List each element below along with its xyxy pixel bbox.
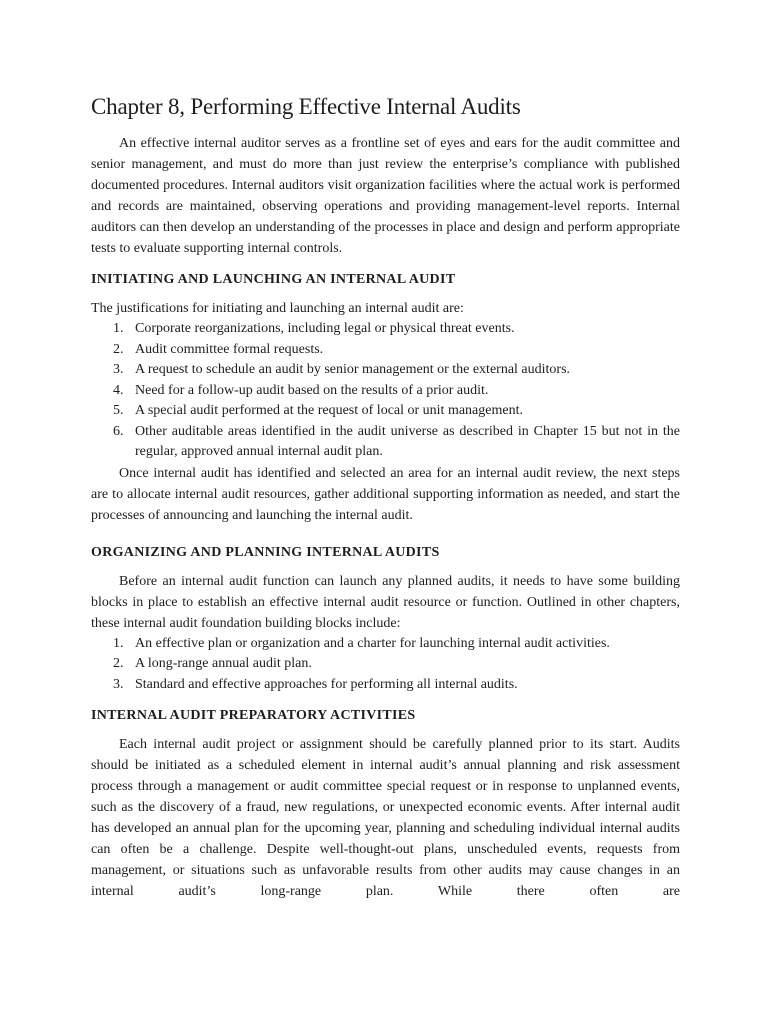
list-item bbox=[91, 422, 680, 463]
list-item bbox=[91, 381, 680, 402]
list-item-text: Corporate reorganizations, including legal or physical threat events. bbox=[135, 321, 515, 336]
list-item bbox=[91, 401, 680, 422]
section3-body-paragraph: Each internal audit project or assignment should be carefully planned prior to its start. Audits should be initiated as a scheduled element in internal audit’s annual planning and risk assessment process through a management or audit committee special request or in response to unplanned events, such as the discovery of a fraud, new regulations, or unexpected economic events. After internal audit has developed an annual plan for the upcoming year, planning and scheduling individual internal audits can often be a challenge. Despite well-thought-out plans, unscheduled events, requests from management, or situations such as unfavorable results from other audits may cause changes in an internal audit’s long-range plan. While there often are bbox=[91, 737, 680, 899]
section-heading-preparatory: INTERNAL AUDIT PREPARATORY ACTIVITIES bbox=[91, 708, 416, 723]
section2-lead: Before an internal audit function can launch any planned audits, it needs to have some building blocks in place to establish an effective internal audit resource or function. Outlined in other chapters, these internal audit foundation building blocks include: bbox=[91, 573, 680, 631]
section-heading-organizing: ORGANIZING AND PLANNING INTERNAL AUDITS bbox=[91, 544, 440, 560]
list-item-number: 6. bbox=[113, 423, 124, 439]
building-blocks-list bbox=[91, 634, 680, 696]
list-item-number: 1. bbox=[113, 321, 124, 336]
list-item bbox=[91, 340, 680, 361]
list-item-number: 4. bbox=[113, 382, 124, 398]
list-item-text: Need for a follow-up audit based on the results of a prior audit. bbox=[135, 382, 489, 398]
list-item bbox=[91, 634, 680, 655]
list-item-number: 3. bbox=[113, 362, 124, 377]
list-item-text: Audit committee formal requests. bbox=[135, 341, 324, 357]
section1-lead: The justifications for initiating and launching an internal audit are: bbox=[91, 301, 464, 316]
section-heading-initiating: INITIATING AND LAUNCHING AN INTERNAL AUDIT bbox=[91, 272, 456, 287]
list-item bbox=[91, 654, 680, 675]
section1-closing-paragraph: Once internal audit has identified and selected an area for an internal audit review, the next steps are to allocate internal audit resources, gather additional supporting information as needed, and start the processes of announcing and launching the internal audit. bbox=[91, 465, 680, 523]
list-item bbox=[91, 360, 680, 381]
chapter-title: Chapter 8, Performing Effective Internal Audits bbox=[91, 94, 521, 119]
list-item-number: 3. bbox=[113, 676, 124, 692]
list-item-number: 5. bbox=[113, 403, 124, 418]
list-item-number: 2. bbox=[113, 656, 124, 671]
list-item-text: A request to schedule an audit by senior management or the external auditors. bbox=[135, 362, 571, 377]
list-item-text: A long-range annual audit plan. bbox=[135, 656, 312, 671]
list-item-text: Standard and effective approaches for performing all internal audits. bbox=[135, 676, 518, 692]
list-item-number: 1. bbox=[113, 635, 124, 651]
justifications-list bbox=[91, 319, 680, 463]
list-item-number: 2. bbox=[113, 341, 124, 357]
list-item-text: An effective plan or organization and a charter for launching internal audit activities. bbox=[135, 635, 610, 651]
list-item bbox=[91, 675, 680, 696]
intro-paragraph: An effective internal auditor serves as a frontline set of eyes and ears for the audit committee and senior management, and must do more than just review the enterprise’s compliance with published documented procedures. Internal auditors visit organization facilities where the actual work is performed and records are maintained, observing operations and providing management-level reports. Internal auditors can then develop an understanding of the processes in place and design and perform appropriate tests to evaluate supporting internal controls. bbox=[91, 136, 680, 256]
list-item bbox=[91, 319, 680, 340]
list-item-text: A special audit performed at the request of local or unit management. bbox=[135, 403, 523, 418]
list-item-text: Other auditable areas identified in the audit universe as described in Chapter 15 but not in the regular, approved annual internal audit plan. bbox=[135, 423, 680, 459]
